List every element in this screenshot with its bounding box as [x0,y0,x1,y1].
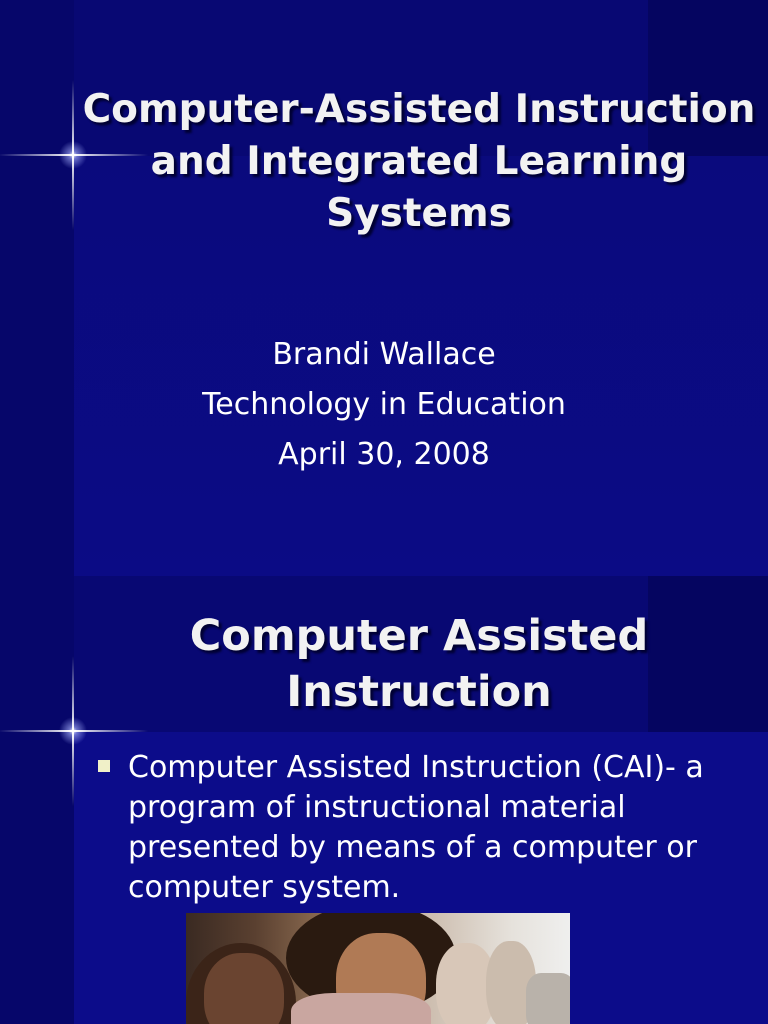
course-name: Technology in Education [202,387,566,422]
students-photo [186,913,570,1024]
list-item [98,748,738,908]
slide2-title: Computer Assisted Instruction [189,611,649,717]
bullet-text: Computer Assisted Instruction (CAI)- a program of instructional material presented by means of a computer or computer system. [128,750,704,905]
bullet-list [98,748,738,908]
slide1-title: Computer-Assisted Instruction and Integrated Learning Systems [82,87,756,236]
photo-person [291,993,431,1024]
author-name: Brandi Wallace [272,337,496,372]
presentation-date: April 30, 2008 [278,437,490,472]
bullet-square-icon [98,760,110,772]
photo-person [204,953,284,1024]
slide1-subtitle [80,330,688,480]
photo-person [526,973,570,1024]
